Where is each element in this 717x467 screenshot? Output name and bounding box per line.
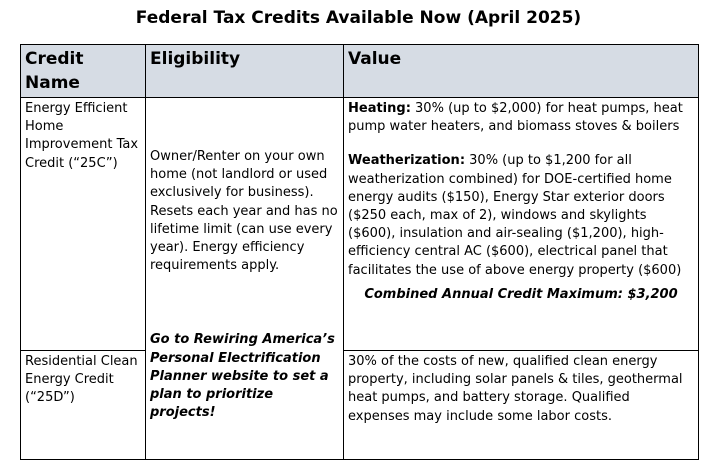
- page-title: Federal Tax Credits Available Now (April 2025): [135, 8, 582, 28]
- table-row: [21, 98, 699, 351]
- weatherization-paragraph: [348, 152, 694, 279]
- heating-text: 30% (up to $2,000) for heat pumps, heat pump water heaters, and biomass stoves & boilers: [348, 101, 683, 135]
- eligibility-cell: [146, 98, 344, 460]
- weatherization-label: Weatherization:: [348, 153, 466, 169]
- heating-label: Heating:: [348, 101, 411, 116]
- combined-max: Combined Annual Credit Maximum: $3,200: [364, 286, 678, 302]
- tax-credits-table: [20, 44, 699, 460]
- eligibility-text: Owner/Renter on your own home (not landlord or used exclusively for business). Resets each year and has no lifetime limit (can use every year). Energy efficiency requirements apply.: [150, 149, 338, 274]
- value-cell-25d: 30% of the costs of new, qualified clean energy property, including solar panels & tiles, geothermal heat pumps, and battery storage. Qualified expenses may include some labor costs.: [344, 351, 699, 460]
- weatherization-text: 30% (up to $1,200 for all weatherization combined) for DOE-certified home energy audits ($150), Energy Star exterior doors ($250 each, max of 2), windows and skylights ($600), insulation and air-sealing ($1,200), high-efficiency central AC ($600), electrical panel that facilitates the use of above energy property ($600): [348, 153, 682, 278]
- header-value: Value: [344, 45, 699, 98]
- value-cell-25c: [344, 98, 699, 351]
- header-credit-name: Credit Name: [21, 45, 146, 98]
- table-row: [21, 351, 699, 460]
- eligibility-note: Go to Rewiring America’s Personal Electrification Planner website to set a plan to prioritize projects!: [150, 332, 335, 421]
- heating-paragraph: [348, 100, 694, 136]
- table-header-row: [21, 45, 699, 98]
- credit-name-25d: Residential Clean Energy Credit (“25D”): [21, 351, 146, 460]
- header-eligibility: Eligibility: [146, 45, 344, 98]
- credit-name-25c: Energy Efficient Home Improvement Tax Credit (“25C”): [21, 98, 146, 351]
